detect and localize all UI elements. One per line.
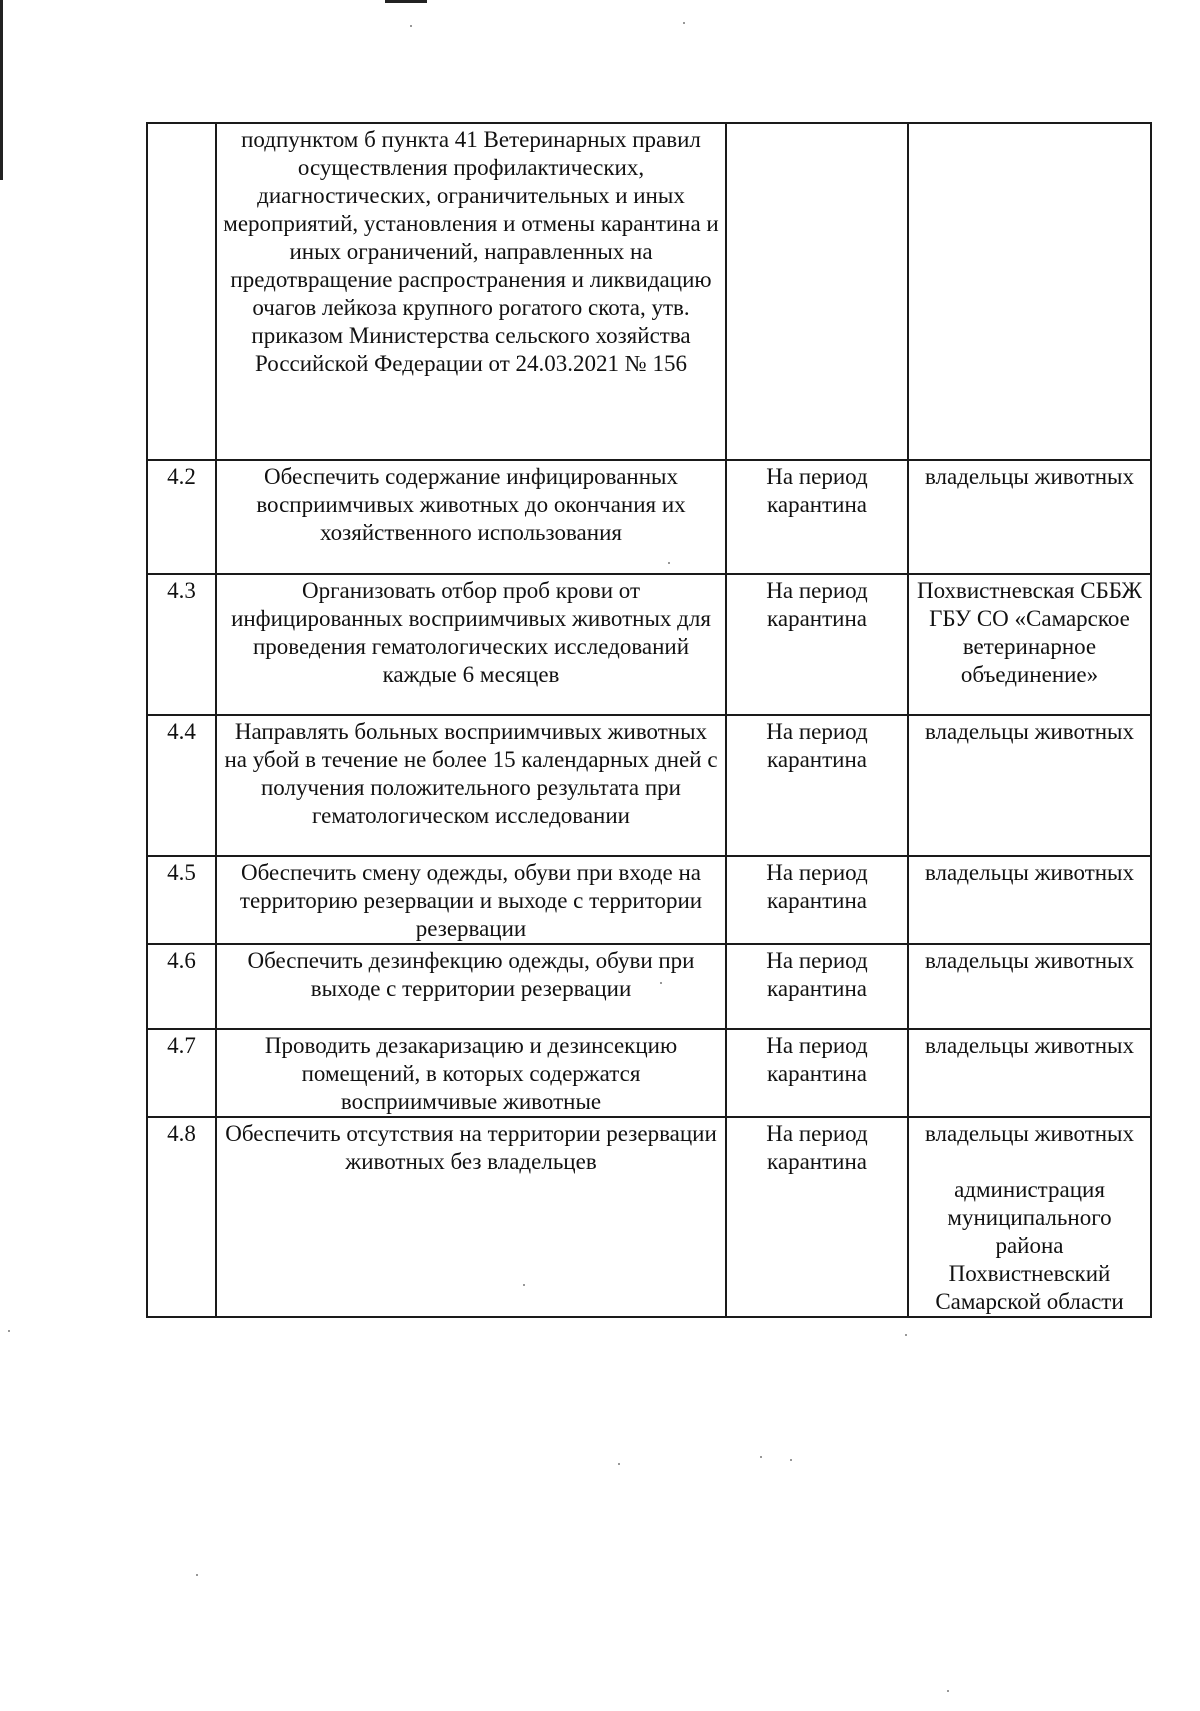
scan-speck [8,1330,10,1332]
responsible-text: владельцы животных [908,944,1151,1029]
scan-speck [683,22,685,24]
table-row [147,1117,1151,1317]
scan-speck [947,1690,949,1692]
table-row [147,574,1151,715]
row-number: 4.5 [147,856,216,944]
row-number: 4.3 [147,574,216,715]
table-row [147,460,1151,574]
responsible-text [908,123,1151,460]
row-number [147,123,216,460]
table-row [147,123,1151,460]
term-text: На период карантина [726,460,908,574]
row-number: 4.8 [147,1117,216,1317]
row-number: 4.2 [147,460,216,574]
table-row [147,944,1151,1029]
measure-text: Обеспечить смену одежды, обуви при входе на территорию резервации и выходе с территории резервации [216,856,726,944]
term-text: На период карантина [726,574,908,715]
term-text: На период карантина [726,856,908,944]
responsible-text: владельцы животных [908,460,1151,574]
spacer [915,1148,1144,1176]
term-text: На период карантина [726,1029,908,1117]
table-row [147,715,1151,856]
term-text: На период карантина [726,944,908,1029]
scan-speck [523,1284,525,1286]
scan-speck [410,25,412,27]
measure-text: Обеспечить содержание инфицированных восприимчивых животных до окончания их хозяйственного использования [216,460,726,574]
table-row [147,856,1151,944]
responsible-text: Похвистневская СББЖ ГБУ СО «Самарское ветеринарное объединение» [908,574,1151,715]
row-number: 4.6 [147,944,216,1029]
scan-speck [618,1463,620,1465]
responsible-text: владельцы животных [908,1029,1151,1117]
responsible-text: владельцы животных [908,856,1151,944]
scan-speck [668,562,670,564]
term-text [726,123,908,460]
measure-text: Обеспечить отсутствия на территории резервации животных без владельцев [216,1117,726,1317]
row-number: 4.7 [147,1029,216,1117]
row-number: 4.4 [147,715,216,856]
term-text: На период карантина [726,715,908,856]
measure-text: Обеспечить дезинфекцию одежды, обуви при выходе с территории резервации [216,944,726,1029]
table-row [147,1029,1151,1117]
measure-text: подпунктом б пункта 41 Ветеринарных правил осуществления профилактических, диагностических, ограничительных и иных мероприятий, установления и отмены карантина и иных ограничений, направленных на предотвращение распространения и ликвидацию очагов лейкоза крупного рогатого скота, утв. приказом Министерства сельского хозяйства Российской Федерации от 24.03.2021 № 156 [216,123,726,460]
responsible-text: владельцы животных [908,715,1151,856]
scan-speck [660,982,662,984]
measures-table [146,122,1152,1318]
responsible-cell [908,1117,1151,1317]
scan-left-edge [0,0,3,180]
measure-text: Направлять больных восприимчивых животных на убой в течение не более 15 календарных дней с получения положительного результата при гематологическом исследовании [216,715,726,856]
scan-top-mark [385,0,427,3]
responsible-text: владельцы животных [924,1121,1135,1146]
scan-speck [196,1574,198,1576]
term-text: На период карантина [726,1117,908,1317]
measure-text: Проводить дезакаризацию и дезинсекцию помещений, в которых содержатся восприимчивые животные [216,1029,726,1117]
measure-text: Организовать отбор проб крови от инфицированных восприимчивых животных для проведения гематологических исследований каждые 6 месяцев [216,574,726,715]
scan-speck [760,1456,762,1458]
scan-speck [790,1459,792,1461]
scan-speck [905,1334,907,1336]
responsible-extra-text: администрация муниципального района Похвистневский Самарской области [935,1177,1124,1314]
